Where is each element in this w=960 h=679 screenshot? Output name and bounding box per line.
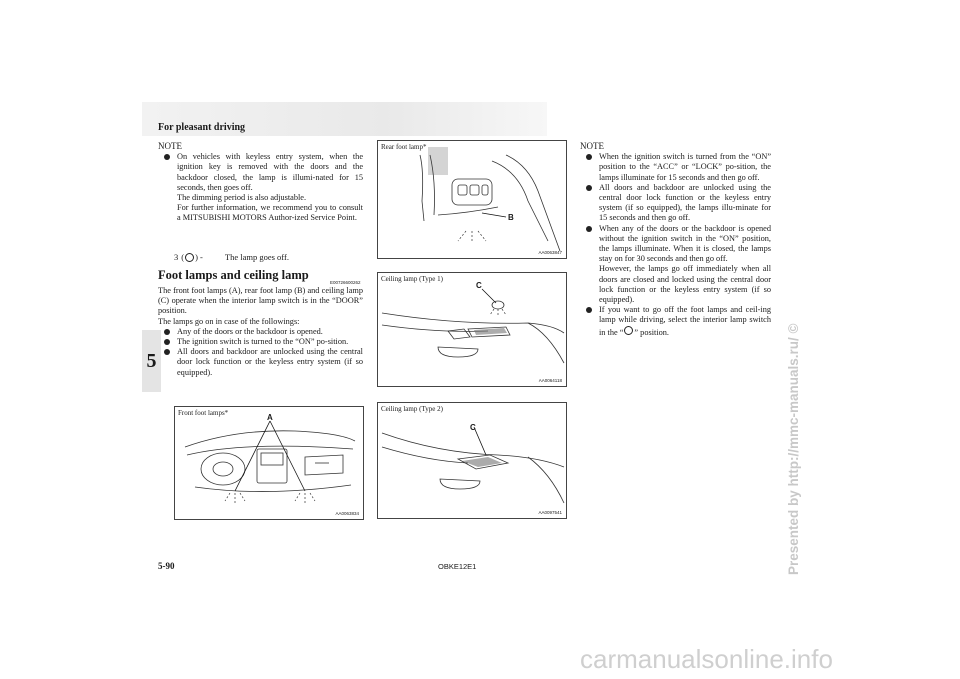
figure-label-c: C [476, 281, 482, 290]
lamp-off-icon [185, 253, 194, 262]
note-bullet-text [599, 305, 771, 338]
bullet-dot-icon [586, 185, 592, 191]
figure-caption: Ceiling lamp (Type 1) [381, 275, 443, 283]
figure-label-c: C [470, 423, 476, 432]
figure-ceiling-lamp-type2 [377, 402, 567, 519]
ceiling-lamp-1-illustration [378, 273, 566, 386]
figure-ceiling-lamp-type1 [377, 272, 567, 387]
section-intro-2: The lamps go on in case of the followings: [158, 316, 300, 326]
bullet-dot-icon [164, 339, 170, 345]
note-cont-1: The dimming period is also adjustable. [177, 193, 307, 203]
ceiling-lamp-2-illustration [378, 403, 566, 518]
bullet-dot-icon [164, 154, 170, 160]
switch-mode-row [174, 252, 289, 262]
figure-label-b: B [508, 213, 514, 222]
lamp-off-icon [624, 326, 633, 335]
figure-caption: Front foot lamps* [178, 409, 229, 417]
note-bullet [580, 305, 771, 338]
note-bullet-text: When any of the doors or the backdoor is opened without the ignition switch in the “ON” position, the lamps illuminate. When it is closed, the lamps stay on for 30 seconds and then go off. [599, 223, 771, 264]
dashboard-illustration [175, 407, 363, 519]
section-intro: The front foot lamps (A), rear foot lamp (B) and ceiling lamp (C) operate when the interior lamp switch is in the “DOOR” position. [158, 286, 363, 316]
section-bullet [158, 337, 363, 347]
paren-open: ( [181, 252, 185, 262]
note-bullet [158, 152, 363, 193]
figure-code: AA0063834 [335, 511, 359, 516]
note-bullet-text: On vehicles with keyless entry system, when the ignition key is removed with the doors and the backdoor closed, the lamp is illumi-nated for 15 seconds, then goes off. [177, 152, 363, 192]
note-bullet [580, 183, 771, 224]
note-last-after: ” position. [634, 327, 669, 337]
section-bullet-text: The ignition switch is turned to the “ON” po-sition. [177, 337, 349, 347]
paren-close: ) - [195, 252, 203, 262]
switch-mode-description: The lamp goes off. [224, 252, 289, 262]
switch-mode-number: 3 [174, 252, 179, 262]
chapter-tab: 5 [142, 330, 161, 392]
rear-seat-illustration [378, 141, 566, 258]
document-code: OBKE12E1 [438, 562, 477, 571]
section-bullet [158, 347, 363, 378]
right-note [580, 141, 771, 338]
figure-label-a: A [267, 413, 273, 422]
section-bullet-text: Any of the doors or the backdoor is opened. [177, 326, 323, 336]
watermark-text: Presented by http://mmc-manuals.ru/ © [786, 323, 801, 575]
note-bullet [580, 224, 771, 265]
bullet-dot-icon [586, 154, 592, 160]
note-title: NOTE [580, 141, 604, 151]
figure-caption: Ceiling lamp (Type 2) [381, 405, 443, 413]
figure-code: AA0063847 [538, 250, 562, 255]
note-cont: However, the lamps go off immediately when all doors are closed and locked using the central door lock function or the keyless entry system (if so equipped). [599, 264, 771, 305]
figure-rear-foot-lamp [377, 140, 567, 259]
bullet-dot-icon [586, 307, 592, 313]
figure-front-foot-lamps [174, 406, 364, 520]
section-heading: Foot lamps and ceiling lamp [158, 268, 309, 282]
left-note [158, 141, 363, 224]
figure-code: AA0064118 [538, 378, 562, 383]
note-bullet-text: All doors and backdoor are unlocked using the central door lock function or the keyless entry system (if so equipped), the lamps illu-minate for 15 seconds and then go off. [599, 182, 771, 223]
note-last-before: If you want to go off the foot lamps and ceil-ing lamp while driving, select the interior lamp switch in the “ [599, 305, 771, 337]
figure-code: AA0097541 [538, 510, 562, 515]
page-number: 5-90 [158, 561, 175, 571]
note-cont-2: For further information, we recommend you to consult a MITSUBISHI MOTORS Author-ized Service Point. [177, 203, 363, 223]
note-bullet-text: When the ignition switch is turned from the “ON” position to the “ACC” or “LOCK” po-sition, the lamps illuminate for 15 seconds and then go off. [599, 152, 771, 182]
section-code: E00726600262 [330, 280, 361, 285]
bullet-dot-icon [586, 226, 592, 232]
bullet-dot-icon [164, 329, 170, 335]
site-watermark: carmanualsonline.info [580, 644, 833, 674]
section-title: For pleasant driving [158, 122, 246, 133]
section-bullet-text: All doors and backdoor are unlocked using the central door lock function or the keyless entry system (if so equipped). [177, 347, 363, 377]
note-title: NOTE [158, 141, 182, 151]
section-bullet [158, 327, 363, 337]
figure-caption: Rear foot lamp* [381, 143, 427, 151]
note-bullet [580, 152, 771, 183]
bullet-dot-icon [164, 349, 170, 355]
section-body [158, 286, 363, 378]
